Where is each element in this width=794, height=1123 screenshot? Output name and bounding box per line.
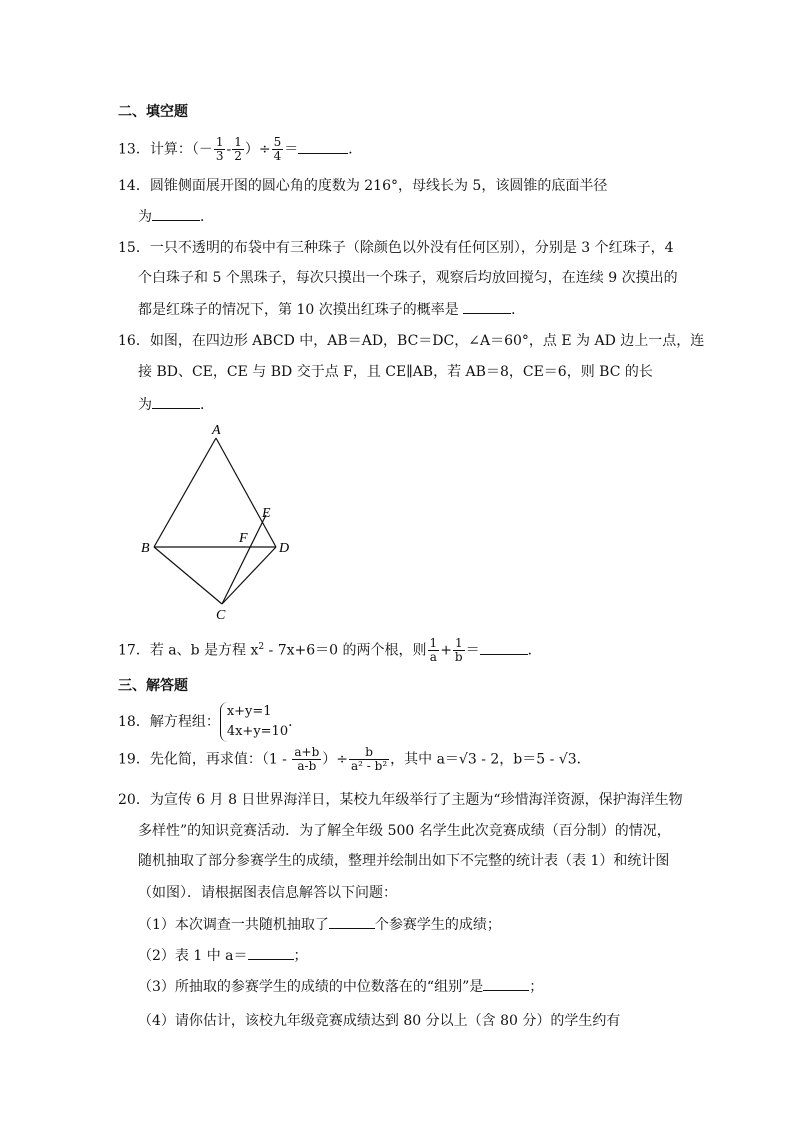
section-title-solve: 三、解答题 [118, 678, 188, 694]
q16-text: 为 [138, 397, 152, 413]
q20-sub1-end: 个参赛学生的成绩； [374, 917, 501, 933]
q19-text: 19．先化简，再求值：（1 - [118, 751, 292, 768]
q16-end: ． [200, 397, 214, 413]
q16-line2: 接 BD、CE，CE 与 BD 交于点 F，且 CE∥AB，若 AB＝8，CE＝6，则 BC 的长 [138, 364, 653, 380]
q17-fraction-1 [428, 637, 440, 664]
q13-minus: － [198, 141, 213, 158]
answer-blank[interactable] [329, 914, 375, 929]
answer-blank[interactable] [480, 640, 528, 655]
q13-fraction-1 [214, 136, 226, 163]
denominator: a² - b² [350, 759, 388, 773]
q17-fraction-2 [453, 637, 465, 664]
q17-text: 17．若 a、b 是方程 x [118, 642, 259, 659]
q20-sub2-text: （2）表 1 中 a＝ [138, 948, 248, 964]
q20-sub2-end: ； [293, 948, 308, 964]
q14-text: 为 [138, 209, 152, 225]
q20-line1: 20．为宣传 6 月 8 日世界海洋日，某校九年级举行了主题为“珍惜海洋资源，保护海洋生物 [118, 792, 683, 808]
numerator: 1 [215, 135, 224, 149]
segment-DC [222, 547, 276, 604]
q13-close: ）÷ [244, 141, 271, 158]
label-B: B [141, 541, 150, 556]
q14-line2 [138, 206, 214, 227]
denominator: a-b [297, 759, 317, 773]
segment-BC [154, 547, 222, 604]
label-C: C [216, 608, 226, 623]
q20-sub3 [138, 976, 543, 997]
q20-line2: 多样性”的知识竞赛活动．为了解全年级 500 名学生此次竞赛成绩（百分制）的情况， [138, 823, 671, 839]
q16-line3 [138, 394, 214, 415]
equation-system [220, 702, 288, 742]
numerator: 5 [273, 135, 282, 149]
q15-line2: 个白珠子和 5 个黑珠子，每次只摸出一个珠子，观察后均放回搅匀，在连续 9 次摸出的 [138, 270, 678, 286]
label-F: F [239, 531, 248, 546]
numerator: a+b [294, 745, 320, 759]
q17-end: ． [527, 642, 542, 659]
q17-eq: ＝ [465, 642, 480, 659]
q18-text: 18．解方程组： [118, 714, 220, 730]
answer-blank[interactable] [463, 299, 511, 314]
q20-line3: 随机抽取了部分参赛学生的成绩，整理并绘制出如下不完整的统计表（表 1）和统计图 [138, 853, 670, 869]
q15-line1: 15．一只不透明的布袋中有三种珠子（除颜色以外没有任何区别），分别是 3 个红珠子，4 [118, 240, 674, 256]
answer-blank[interactable] [248, 945, 294, 960]
answer-blank[interactable] [298, 139, 348, 154]
q13-op: - [226, 141, 232, 158]
q13-eq: ＝ [284, 141, 299, 158]
q20-sub3-text: （3）所抽取的参赛学生的成绩的中位数落在的“组别”是 [138, 979, 484, 995]
q14-line1: 14．圆锥侧面展开图的圆心角的度数为 216°，母线长为 5，该圆锥的底面半径 [118, 178, 608, 194]
q15-text: 都是红珠子的情况下，第 10 次摸出红珠子的概率是 [138, 302, 464, 318]
question-18 [118, 702, 302, 742]
q17-exponent: 2 [258, 642, 265, 652]
q20-line4: （如图）．请根据图表信息解答以下问题： [138, 885, 397, 901]
label-A: A [212, 423, 221, 438]
denominator: 4 [273, 149, 282, 163]
q13-end: ． [348, 141, 363, 158]
label-E: E [262, 506, 271, 521]
question-19 [118, 746, 591, 773]
denominator: 3 [215, 149, 224, 163]
q19-fraction-2 [349, 746, 389, 773]
q19-text-2: ）÷ [322, 751, 348, 768]
quadrilateral-figure [130, 418, 310, 623]
section-title-fill-blank: 二、填空题 [118, 104, 188, 120]
segment-CE [222, 515, 266, 604]
q13-label: 13． [118, 141, 150, 158]
answer-blank[interactable] [152, 394, 200, 409]
q14-end: ． [200, 209, 214, 225]
q20-sub4: （4）请你估计，该校九年级竞赛成绩达到 80 分以上（含 80 分）的学生约有 [138, 1013, 621, 1029]
label-D: D [279, 541, 290, 556]
numerator: 1 [453, 637, 465, 651]
q20-sub2 [138, 945, 308, 966]
question-13 [118, 136, 362, 163]
q19-text-3: ，其中 a＝√3 - 2，b＝5 - √3． [390, 751, 591, 768]
q13-text: 计算：（ [149, 141, 199, 158]
denominator: 2 [234, 149, 242, 163]
q16-line1: 16．如图，在四边形 ABCD 中，AB＝AD，BC＝DC，∠A＝60°，点 E 为 AD 边上一点，连 [118, 333, 705, 349]
q18-end: ． [288, 714, 303, 730]
q20-sub3-end: ； [529, 979, 544, 995]
q15-line3 [138, 299, 525, 320]
q15-end: ． [511, 302, 526, 318]
denominator: a [429, 650, 437, 665]
q20-sub1-text: （1）本次调查一共随机抽取了 [138, 917, 329, 933]
numerator: 1 [429, 636, 438, 651]
numerator: b [349, 746, 389, 760]
q19-fraction-1 [292, 746, 321, 773]
answer-blank[interactable] [483, 976, 529, 991]
segment-AB [154, 438, 216, 547]
numerator: 1 [234, 135, 242, 149]
answer-blank[interactable] [152, 206, 200, 221]
question-17 [118, 637, 542, 664]
equation-2: 4x+y=10 [226, 724, 289, 739]
equation-1: x+y=1 [226, 704, 272, 719]
q17-plus: + [440, 642, 452, 659]
q20-sub1 [138, 914, 501, 935]
q17-text-2: - 7x+6＝0 的两个根，则 [264, 642, 427, 659]
denominator: b [454, 650, 463, 665]
q13-fraction-3 [272, 136, 284, 163]
q13-fraction-2 [232, 136, 244, 163]
